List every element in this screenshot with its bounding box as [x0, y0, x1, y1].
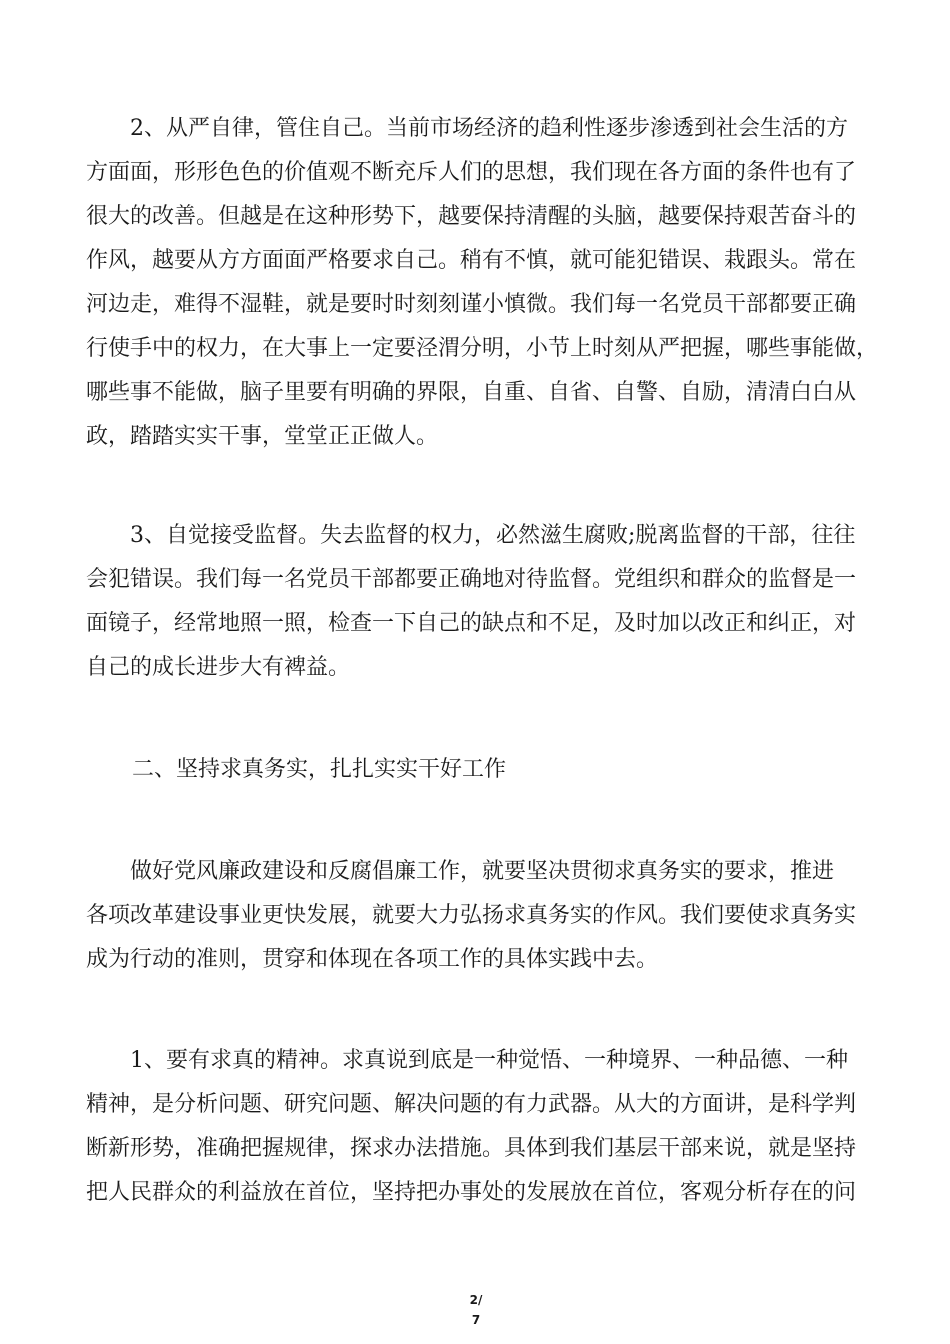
paragraph-line: 2、从严自律，管住自己。当前市场经济的趋利性逐步渗透到社会生活的方 [86, 116, 848, 141]
paragraph-line: 会犯错误。我们每一名党员干部都要正确地对待监督。党组织和群众的监督是一 [86, 567, 857, 592]
page-number-current: 2/ [469, 1293, 483, 1307]
paragraph-line: 面镜子，经常地照一照，检查一下自己的缺点和不足，及时加以改正和纠正，对 [86, 611, 857, 636]
page-number [456, 1290, 496, 1330]
paragraph-line: 3、自觉接受监督。失去监督的权力，必然滋生腐败;脱离监督的干部，往往 [86, 523, 856, 548]
paragraph-supervision [86, 514, 876, 690]
paragraph-line: 政，踏踏实实干事，堂堂正正做人。 [86, 424, 439, 449]
paragraph-line: 哪些事不能做，脑子里要有明确的界限，自重、自省、自警、自励，清清白白从 [86, 380, 857, 405]
paragraph-line: 方面面，形形色色的价值观不断充斥人们的思想，我们现在各方面的条件也有了 [86, 160, 857, 185]
paragraph-line: 断新形势，准确把握规律，探求办法措施。具体到我们基层干部来说，就是坚持 [86, 1136, 857, 1161]
paragraph-line: 很大的改善。但越是在这种形势下，越要保持清醒的头脑，越要保持艰苦奋斗的 [86, 204, 857, 229]
paragraph-seek-truth [86, 850, 876, 982]
paragraph-line: 成为行动的准则，贯穿和体现在各项工作的具体实践中去。 [86, 947, 659, 972]
paragraph-line: 精神，是分析问题、研究问题、解决问题的有力武器。从大的方面讲，是科学判 [86, 1092, 857, 1117]
paragraph-line: 作风，越要从方方面面严格要求自己。稍有不慎，就可能犯错误、栽跟头。常在 [86, 248, 857, 273]
paragraph-line: 各项改革建设事业更快发展，就要大力弘扬求真务实的作风。我们要使求真务实 [86, 903, 857, 928]
page-number-total: 7 [471, 1313, 481, 1327]
paragraph-line: 自己的成长进步大有裨益。 [86, 655, 351, 680]
paragraph-line: 把人民群众的利益放在首位，坚持把办事处的发展放在首位，客观分析存在的问 [86, 1180, 857, 1205]
paragraph-line: 1、要有求真的精神。求真说到底是一种觉悟、一种境界、一种品德、一种 [86, 1048, 848, 1073]
paragraph-line: 行使手中的权力，在大事上一定要泾渭分明，小节上时刻从严把握，哪些事能做， [86, 336, 879, 361]
paragraph-line: 做好党风廉政建设和反腐倡廉工作，就要坚决贯彻求真务实的要求，推进 [86, 859, 835, 884]
paragraph-truth-spirit [86, 1039, 876, 1215]
paragraph-self-discipline [86, 107, 879, 459]
paragraph-line: 河边走，难得不湿鞋，就是要时时刻刻谨小慎微。我们每一名党员干部都要正确 [86, 292, 857, 317]
section-heading: 二、坚持求真务实，扎扎实实干好工作 [132, 757, 507, 782]
